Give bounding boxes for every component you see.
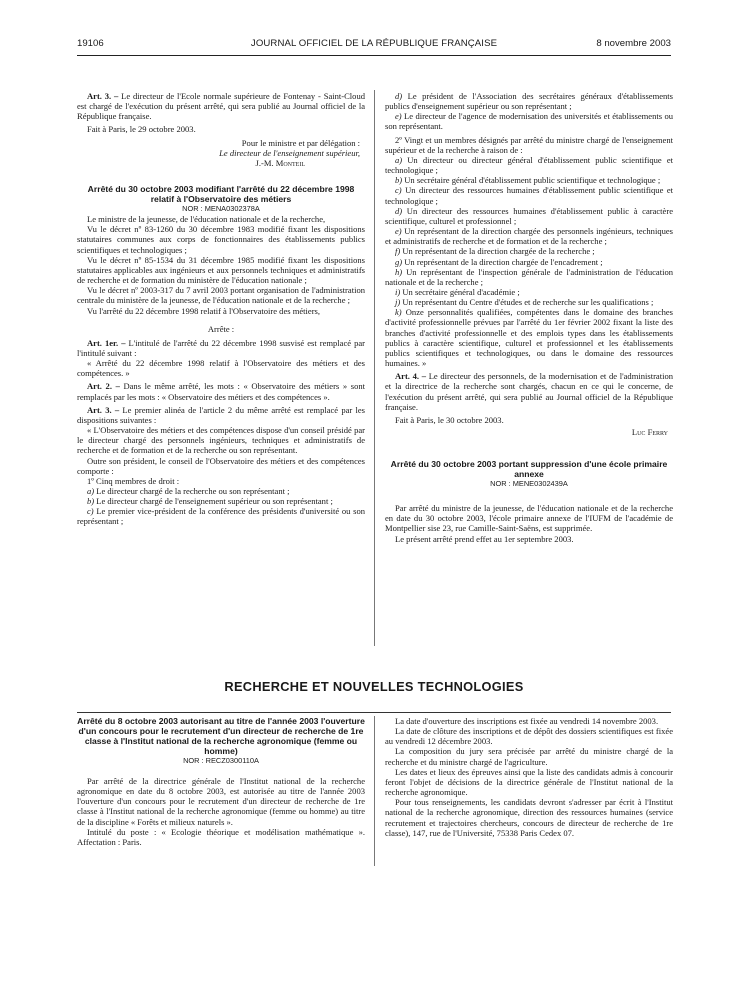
decree-body: Pour tous renseignements, les candidats devront s'adresser par écrit à l'Institut national de la recherche agronomique, direction des ressources humaines (service recrutement et trajectoires chercheurs, concours de directeur de recherche de 1re classe), 147, rue de l'Université, 75338 Paris Cedex 07. (385, 797, 673, 838)
signer-role: Le directeur de l'enseignement supérieur, (219, 147, 360, 158)
page-number: 19106 (77, 38, 104, 49)
article-3-quote: Outre son président, le conseil de l'Observatoire des métiers et des compétences comporte : (77, 455, 365, 476)
nor-reference: NOR : MENE0302439A (490, 479, 568, 489)
visa: Vu le décret nº 85-1534 du 31 décembre 1985 modifié fixant les dispositions statutaires applicables aux ingénieurs et aux personnels techniques et administratifs de recherche et de formation du ministère de l'éducation nationale ; (77, 254, 365, 286)
decree-body: Le présent arrêté prend effet au 1er septembre 2003. (395, 533, 574, 544)
header-rule (77, 55, 671, 56)
member-item: j) Un représentant du Centre d'études et de recherche sur les qualifications ; (395, 297, 654, 308)
right-column-upper (385, 91, 673, 544)
members2-heading: 2º Vingt et un membres désignés par arrêté du ministre chargé de l'enseignement supérieur et de la recherche à raison de : (385, 134, 673, 155)
member-item: e) Un représentant de la direction chargée des personnels ingénieurs, techniques et administratifs de recherche et de formation et de la recherche ; (385, 226, 673, 247)
member-item: f) Un représentant de la direction chargée de la recherche ; (395, 246, 595, 257)
member-item: e) Le directeur de l'agence de modernisation des universités et établissements ou son représentant. (385, 111, 673, 132)
decree-body: La date de clôture des inscriptions et de dépôt des dossiers scientifiques est fixée au vendredi 12 décembre 2003. (385, 726, 673, 747)
member-item: i) Un secrétaire général d'académie ; (395, 286, 520, 297)
visa: Vu le décret nº 83-1260 du 30 décembre 1983 modifié fixant les dispositions statutaires communes aux corps de fonctionnaires des établissements publics scientifiques et technologiques ; (77, 224, 365, 255)
article-3: Art. 3. – Le premier alinéa de l'article 2 du même arrêté est remplacé par les dispositions suivantes : (77, 404, 365, 425)
member-item: c) Le premier vice-président de la conférence des présidents d'université ou son représentant ; (77, 506, 365, 527)
column-divider-bottom (374, 716, 375, 866)
article-4: Art. 4. – Le directeur des personnels, de la modernisation et de l'administration et la directrice de la recherche sont chargés, chacun en ce qui le concerne, de l'exécution du présent arrêté, qui sera publié au Journal officiel de la République française. (385, 371, 674, 412)
decree-body: Intitulé du poste : « Ecologie théorique et modélisation mathématique ». Affectation : Paris. (77, 826, 365, 847)
member-item: g) Un représentant de la direction chargée de l'encadrement ; (395, 256, 603, 267)
members2-list (385, 155, 673, 368)
member-item: a) Un directeur ou directeur général d'établissement public scientifique et technologique ; (385, 154, 673, 176)
member-item: c) Un directeur des ressources humaines d'établissement public scientifique et technologique ; (385, 185, 673, 206)
article-3-quote: « L'Observatoire des métiers et des compétences dispose d'un conseil présidé par le directeur chargé des personnels ingénieurs, techniques et administratifs de recherche et de formation et de la recherche ou son représentant. (77, 425, 365, 456)
delegation-line: Pour le ministre et par délégation : (241, 137, 360, 148)
decree-body: Par arrêté de la directrice générale de l'Institut national de la recherche agronomique en date du 8 octobre 2003, est autorisée au titre de l'année 2003 l'ouverture d'un concours pour le recrutement d'un directeur de recherche de 1re classe à l'Institut national de la recherche agronomique (femme ou homme) au titre de la discipline « Forêts et milieux naturels ». (77, 776, 365, 827)
member-item: k) Onze personnalités qualifiées, compétentes dans le domaine des branches d'activité professionnelle prévues par l'arrêté du 1er février 2002 fixant la liste des branches d'activité professionnelle et des emplois types dans les établissements publics à caractère scientifique, culturel et professionnel et les établissements publics scientifiques et technologiques, ou dans le domaine des ressources humaines. » (385, 307, 673, 369)
journal-title: JOURNAL OFFICIEL DE LA RÉPUBLIQUE FRANÇAISE (250, 38, 498, 49)
signature-date: Fait à Paris, le 30 octobre 2003. (395, 414, 504, 425)
page-header (77, 38, 671, 52)
decree-body: La composition du jury sera précisée par arrêté du ministre chargé de la recherche et du ministre chargé de l'agriculture. (385, 746, 673, 767)
decree-title: Arrêté du 30 octobre 2003 modifiant l'arrêté du 22 décembre 1998 relatif à l'Observatoire des métiers (87, 184, 355, 205)
left-column-lower (77, 716, 365, 847)
member-item: d) Un directeur des ressources humaines d'établissement public à caractère scientifique, culturel et professionnel ; (385, 205, 673, 226)
preamble: Le ministre de la jeunesse, de l'éducation nationale et de la recherche, (87, 214, 326, 225)
member-item: a) Le directeur chargé de la recherche ou son représentant ; (87, 486, 290, 496)
issue-date: 8 novembre 2003 (596, 38, 671, 49)
minister-signature: Luc Ferry (631, 427, 668, 437)
nor-reference: NOR : RECZ0300110A (183, 756, 259, 765)
article-1: Art. 1er. – L'intitulé de l'arrêté du 22 décembre 1998 susvisé est remplacé par l'intitulé suivant : (77, 337, 365, 358)
decree-title: Arrêté du 30 octobre 2003 portant suppression d'une école primaire annexe (390, 459, 668, 480)
signature-date: Fait à Paris, le 29 octobre 2003. (87, 124, 196, 135)
member-item: b) Un secrétaire général d'établissement public scientifique et technologique ; (395, 175, 661, 186)
signer-name: J.-M. Monteil (255, 157, 305, 168)
nor-reference: NOR : MENA0302378A (182, 204, 260, 214)
article-2: Art. 2. – Dans le même arrêté, les mots : « Observatoire des métiers » sont remplacés par les mots : « Observatoire des métiers et des compétences ». (77, 381, 365, 402)
section-rule (77, 712, 671, 713)
section-title: RECHERCHE ET NOUVELLES TECHNOLOGIES (224, 679, 524, 694)
article-1-quote: « Arrêté du 22 décembre 1998 relatif à l'Observatoire des métiers et des compétences. » (77, 358, 365, 379)
member-item: h) Un représentant de l'inspection générale de l'administration de l'éducation nationale et de la recherche ; (385, 266, 673, 287)
arrete-heading: Arrête : (207, 323, 235, 334)
left-column-upper (77, 91, 365, 527)
member-item: b) Le directeur chargé de l'enseignement supérieur ou son représentant ; (87, 496, 333, 507)
right-column-lower (385, 716, 673, 838)
decree-body: Les dates et lieux des épreuves ainsi que la liste des candidats admis à concourir feront l'objet de décisions de la directrice générale de l'Institut national de la recherche agronomique. (385, 766, 673, 798)
member-item: d) Le président de l'Association des secrétaires généraux d'établissements publics d'enseignement supérieur ou son représentant ; (385, 91, 673, 112)
members-heading: 1º Cinq membres de droit : (87, 475, 180, 486)
visa: Vu le décret nº 2003-317 du 7 avril 2003 portant organisation de l'administration centrale du ministère de la jeunesse, de l'éducation nationale et de la recherche ; (77, 285, 365, 306)
decree-body: Par arrêté du ministre de la jeunesse, de l'éducation nationale et de la recherche en date du 30 octobre 2003, l'école primaire annexe de l'IUFM de l'académie de Montpellier sise 23, rue Camille-Saint-Saëns, est supprimée. (385, 503, 673, 534)
visa: Vu l'arrêté du 22 décembre 1998 relatif à l'Observatoire des métiers, (87, 305, 321, 316)
decree-body: La date d'ouverture des inscriptions est fixée au vendredi 14 novembre 2003. (395, 716, 659, 726)
article-3-prev: Art. 3. – Le directeur de l'Ecole normale supérieure de Fontenay - Saint-Cloud est chargé de l'exécution du présent arrêté, qui sera publié au Journal officiel de la République française. (77, 91, 366, 122)
column-divider-top (374, 90, 375, 646)
decree-title: Arrêté du 8 octobre 2003 autorisant au titre de l'année 2003 l'ouverture d'un concours pour le recrutement d'un directeur de recherche de 1re classe à l'Institut national de la recherche agronomique (femme ou homme) (77, 716, 365, 756)
